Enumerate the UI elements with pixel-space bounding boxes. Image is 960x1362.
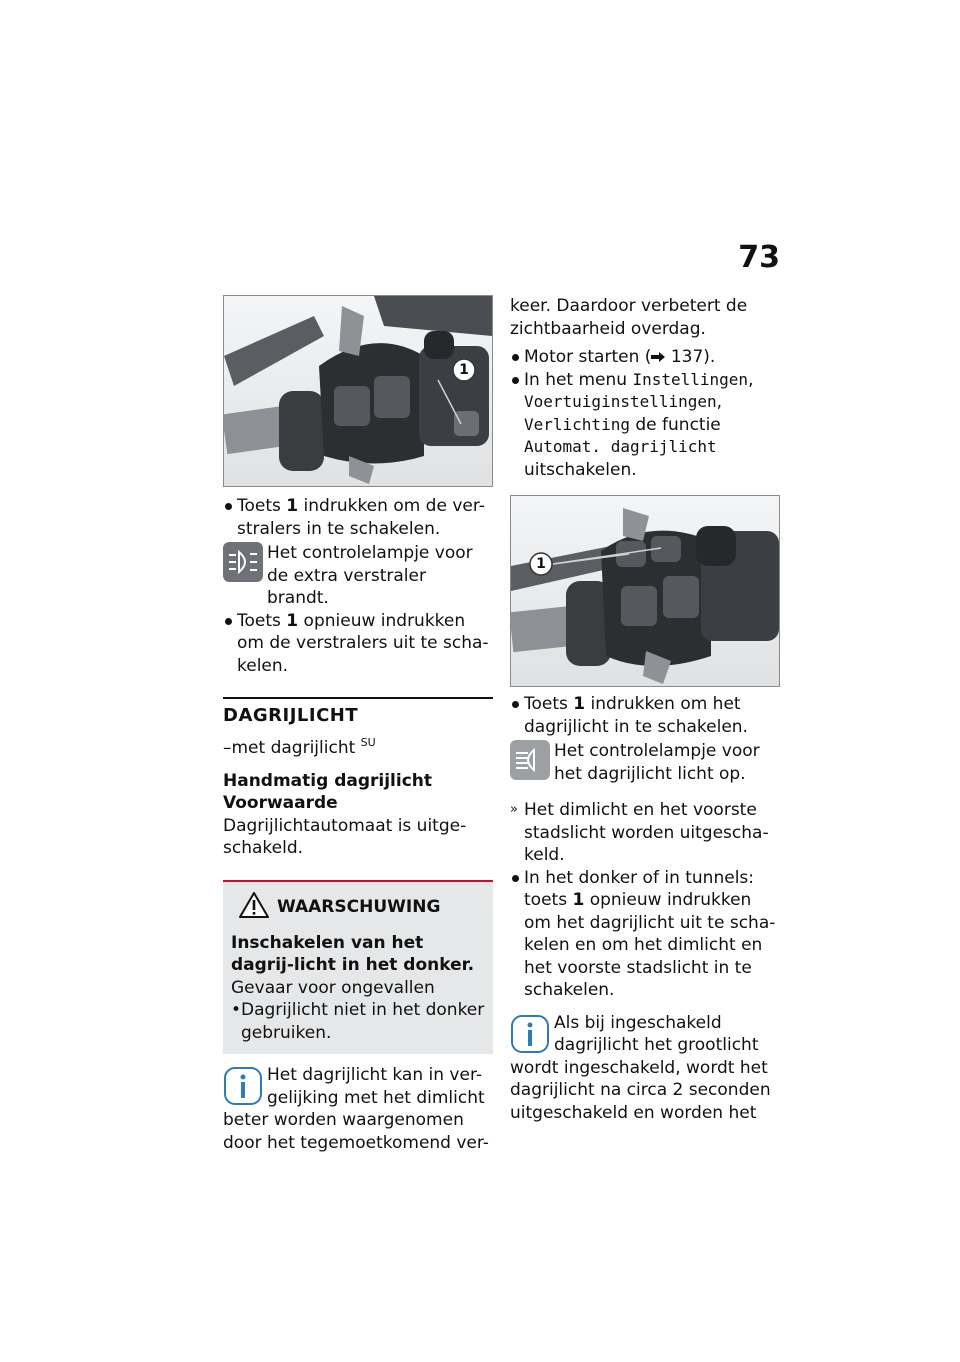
precondition-title: Voorwaarde <box>223 793 338 813</box>
warning-item-text: Dagrijlicht niet in het donker gebruiken. <box>241 1000 485 1043</box>
info-icon <box>510 1014 550 1054</box>
section-title: DAGRIJLICHT <box>223 697 493 726</box>
step-fog-on <box>223 495 493 540</box>
warning-heading: Inschakelen van het dagrij-licht in het donker. <box>231 932 475 975</box>
warning-body: Gevaar voor ongevallen <box>231 977 435 998</box>
continued-text: keer. Daardoor verbetert de zichtbaarheid overdag. <box>510 296 748 339</box>
step-text: indrukken om de ver-stralers in te schakelen. <box>237 496 485 539</box>
step-text: de functie <box>635 414 721 435</box>
step-text: Toets <box>237 610 281 631</box>
equipment-text: –met dagrijlicht <box>223 738 356 758</box>
button-number: 1 <box>286 496 299 516</box>
menu-path-4: Automat. dagrijlicht <box>524 437 717 456</box>
warning-item-dot: • <box>231 1000 242 1020</box>
menu-path-2: Voertuiginstellingen <box>524 392 717 411</box>
button-number: 1 <box>286 610 299 631</box>
fog-light-icon <box>223 542 263 582</box>
step-text: indrukken om het dagrijlicht in te schakelen. <box>524 694 748 737</box>
menu-path-3: Verlichting <box>524 414 630 434</box>
handlebar-illustration <box>224 296 492 486</box>
fog-indicator-note <box>223 542 493 610</box>
button-number: 1 <box>573 694 586 714</box>
drl-indicator-text: Het controlelampje voor het dagrijlicht licht op. <box>554 741 760 784</box>
info-icon <box>223 1066 263 1106</box>
photo-callout-2: 1 <box>536 556 546 572</box>
step-text: opnieuw indrukken om de verstralers uit te scha-kelen. <box>237 610 489 676</box>
right-column <box>510 295 782 1124</box>
drl-indicator-note <box>510 740 782 785</box>
left-column <box>223 295 493 1154</box>
warning-box <box>223 880 493 1055</box>
handlebar-switch-photo-1 <box>223 295 493 487</box>
equipment-note <box>223 732 493 760</box>
step-text: In het donker of in tunnels: toets <box>524 867 754 910</box>
info-text: Als bij ingeschakeld dagrijlicht het grootlicht wordt ingeschakeld, wordt het dagrijlicht na circa 2 seconden uitgeschakeld en worden het <box>510 1012 771 1123</box>
info-note-left <box>223 1064 493 1154</box>
step-start-engine <box>510 346 782 369</box>
handlebar-illustration <box>511 496 779 686</box>
menu-path-1: Instellingen <box>632 369 749 389</box>
reference-arrow-icon <box>651 352 665 362</box>
info-note-right <box>510 1012 782 1125</box>
photo-callout-1: 1 <box>459 362 469 378</box>
step-text: Toets <box>237 496 281 516</box>
page-number: 73 <box>738 240 780 275</box>
step-drl-on <box>510 693 782 738</box>
result-item <box>510 799 782 867</box>
warning-icon <box>239 892 269 918</box>
precondition-text: Dagrijlichtautomaat is uitge-schakeld. <box>223 815 467 858</box>
step-fog-off <box>223 610 493 678</box>
result-marker: » <box>510 802 518 817</box>
handlebar-switch-photo-2 <box>510 495 780 687</box>
daytime-light-icon <box>510 740 550 780</box>
warning-item <box>231 999 485 1044</box>
step-text: Motor starten ( <box>524 347 652 367</box>
warning-label: WAARSCHUWING <box>277 896 441 917</box>
button-number: 1 <box>572 890 585 910</box>
page-reference[interactable]: 137). <box>670 347 716 367</box>
step-text: In het menu <box>524 369 628 390</box>
info-text: Het dagrijlicht kan in ver-gelijking met het dimlicht beter worden waargenomen door het tegemoetkomend ver- <box>223 1065 489 1153</box>
fog-indicator-text: Het controlelampje voor de extra verstraler brandt. <box>267 543 473 608</box>
step-text: opnieuw indrukken om het dagrijlicht uit te scha-kelen en om het dimlicht en het voorste stadslicht in te schakelen. <box>524 890 776 1000</box>
step-text: Toets <box>524 694 568 714</box>
subsection-title: Handmatig dagrijlicht <box>223 770 433 791</box>
step-drl-off <box>510 867 782 1002</box>
step-menu: In het menu Instellingen, Voertuiginstellingen, Verlichting de functie Automat. dagrijlicht uitschakelen. <box>510 369 782 482</box>
result-text: Het dimlicht en het voorste stadslicht worden uitgescha-keld. <box>524 800 769 865</box>
equipment-code: SU <box>360 736 376 749</box>
warning-header <box>231 894 485 920</box>
step-text: uitschakelen. <box>524 459 637 480</box>
